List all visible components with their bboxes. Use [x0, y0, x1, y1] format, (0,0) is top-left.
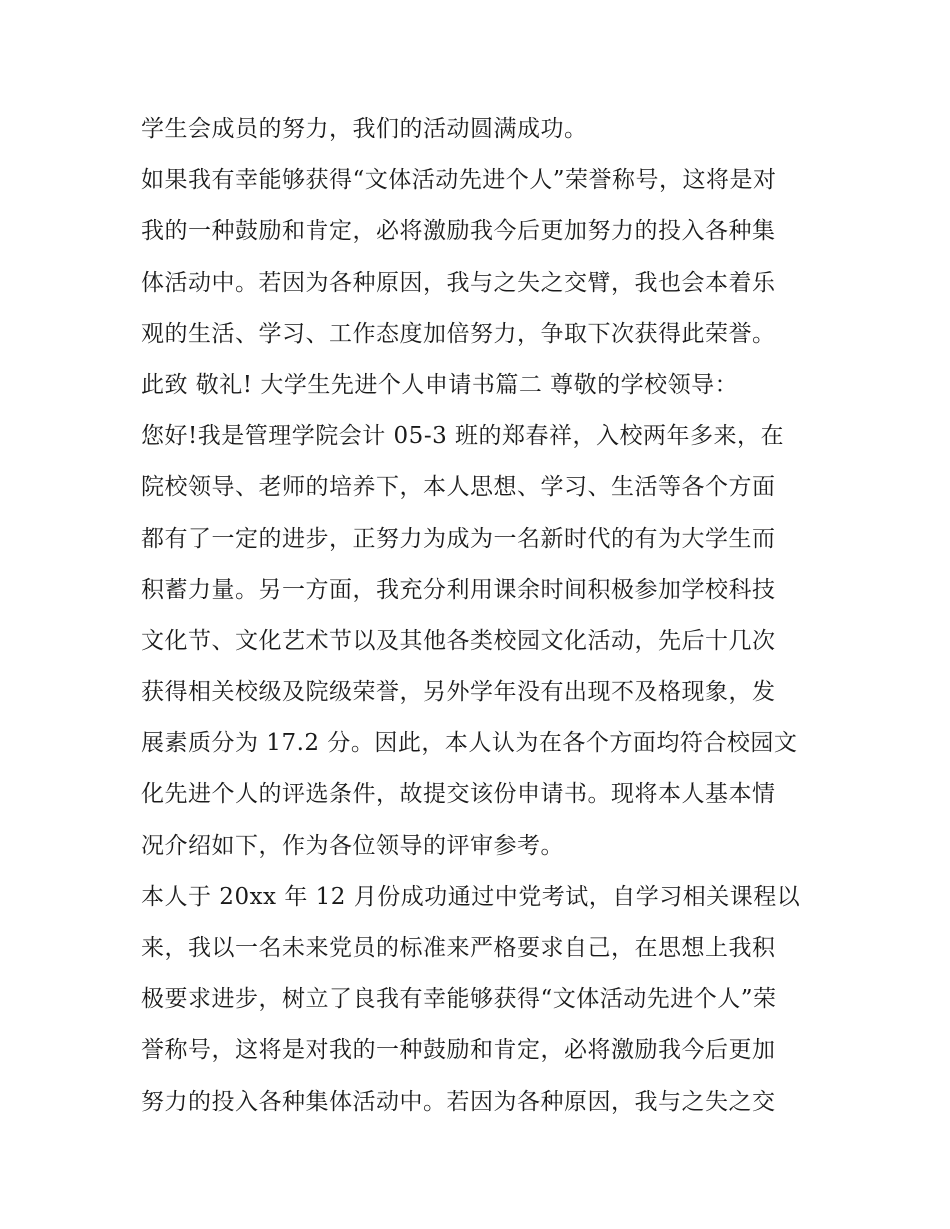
- text-line: 院校领导、老师的培养下，本人思想、学习、生活等各个方面: [141, 474, 776, 501]
- text-line: 观的生活、学习、工作态度加倍努力，争取下次获得此荣誉。: [141, 320, 776, 347]
- text-line: 况介绍如下，作为各位领导的评审参考。: [141, 832, 564, 859]
- text-line: 获得相关校级及院级荣誉，另外学年没有出现不及格现象，发: [141, 679, 776, 706]
- text-line: 来，我以一名未来党员的标准来严格要求自己，在思想上我积: [141, 935, 776, 961]
- text-line: 本人于 20xx 年 12 月份成功通过中党考试，自学习相关课程以: [141, 883, 801, 910]
- text-line: 化先进个人的评选条件，故提交该份申请书。现将本人基本情: [141, 781, 776, 808]
- text-line: 展素质分为 17.2 分。因此，本人认为在各个方面均符合校园文: [141, 730, 798, 757]
- text-line: 学生会成员的努力，我们的活动圆满成功。: [141, 116, 588, 142]
- document-body: [141, 104, 821, 1128]
- text-line: 此致 敬礼! 大学生先进个人申请书篇二 尊敬的学校领导：: [141, 371, 739, 398]
- text-line: 努力的投入各种集体活动中。若因为各种原因，我与之失之交: [141, 1088, 776, 1115]
- text-line: 誉称号，这将是对我的一种鼓励和肯定，必将激励我今后更加: [141, 1037, 776, 1064]
- text-line: 体活动中。若因为各种原因，我与之失之交臂，我也会本着乐: [141, 269, 776, 296]
- text-line: 文化节、文化艺术节以及其他各类校园文化活动，先后十几次: [141, 627, 776, 654]
- text-line: 您好!我是管理学院会计 05-3 班的郑春祥，入校两年多来，在: [141, 423, 785, 450]
- text-line: 极要求进步，树立了良我有幸能够获得“文体活动先进个人”荣: [141, 986, 777, 1013]
- text-line: 积蓄力量。另一方面，我充分利用课余时间积极参加学校科技: [141, 576, 776, 603]
- text-line: 我的一种鼓励和肯定，必将激励我今后更加努力的投入各种集: [141, 218, 776, 245]
- text-line: 如果我有幸能够获得“文体活动先进个人”荣誉称号，这将是对: [141, 167, 777, 194]
- text-line: 都有了一定的进步，正努力为成为一名新时代的有为大学生而: [141, 525, 776, 552]
